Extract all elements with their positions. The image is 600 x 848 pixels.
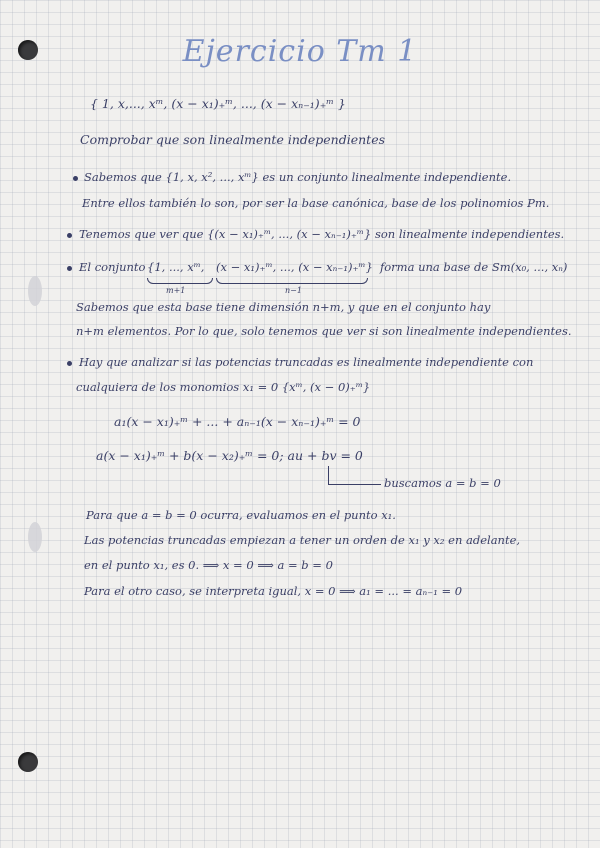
bullet3-set-monomials: {1, ..., xᵐ, xyxy=(147,260,205,274)
bullet1-line1: Sabemos que {1, x, x², ..., xᵐ} es un conjunto linealmente independiente. xyxy=(84,170,512,184)
conclusion-line3: en el punto x₁, es 0. ⟹ x = 0 ⟹ a = b = 0 xyxy=(84,558,333,572)
page-title: Ejercicio Tm 1 xyxy=(182,34,418,69)
bullet3-line2: Sabemos que esta base tiene dimensión n+m, y que en el conjunto hay xyxy=(76,300,491,314)
conclusion-line2: Las potencias truncadas empiezan a tener un orden de x₁ y x₂ en adelante, xyxy=(84,533,521,547)
underbrace xyxy=(147,278,213,284)
page-tear-mark xyxy=(28,276,42,306)
bullet3-line3: n+m elementos. Por lo que, solo tenemos que ver si son linealmente independientes. xyxy=(76,324,572,338)
underbrace-label: m+1 xyxy=(166,286,186,295)
bullet-point xyxy=(67,233,72,238)
problem-statement: Comprobar que son linealmente independientes xyxy=(80,132,386,147)
bullet-point xyxy=(67,266,72,271)
arrow-connector xyxy=(328,466,381,485)
binder-hole-bottom xyxy=(18,752,38,772)
bullet-point xyxy=(67,361,72,366)
underbrace-label: n−1 xyxy=(285,286,302,295)
bullet3-conclusion: forma una base de Sm(x₀, ..., xₙ) xyxy=(380,260,568,274)
equation-two-terms: a(x − x₁)₊ᵐ + b(x − x₂)₊ᵐ = 0; au + bv = 0 xyxy=(96,448,363,463)
conclusion-line4: Para el otro caso, se interpreta igual, x = 0 ⟹ a₁ = ... = aₙ₋₁ = 0 xyxy=(84,584,463,598)
bullet3-label: El conjunto xyxy=(79,260,146,274)
bullet2-line1: Tenemos que ver que {(x − x₁)₊ᵐ, ..., (x − xₙ₋₁)₊ᵐ} son linealmente independientes. xyxy=(79,227,565,241)
bullet4-line2: cualquiera de los monomios x₁ = 0 {xᵐ, (x − 0)₊ᵐ} xyxy=(76,380,371,394)
underbrace xyxy=(216,278,368,284)
equation-general: a₁(x − x₁)₊ᵐ + ... + aₙ₋₁(x − xₙ₋₁)₊ᵐ = 0 xyxy=(114,414,361,429)
bullet-point xyxy=(73,176,78,181)
bullet4-line1: Hay que analizar si las potencias truncadas es linealmente independiente con xyxy=(79,355,534,369)
bullet1-line2: Entre ellos también lo son, por ser la base canónica, base de los polinomios Pm. xyxy=(82,196,550,210)
page-tear-mark xyxy=(28,522,42,552)
bullet3-set-truncated: (x − x₁)₊ᵐ, ..., (x − xₙ₋₁)₊ᵐ} xyxy=(216,260,373,274)
search-condition: buscamos a = b = 0 xyxy=(384,476,501,490)
function-set: { 1, x,..., xᵐ, (x − x₁)₊ᵐ, ..., (x − xₙ₋₁)₊ᵐ } xyxy=(90,96,346,111)
conclusion-line1: Para que a = b = 0 ocurra, evaluamos en el punto x₁. xyxy=(86,508,396,522)
